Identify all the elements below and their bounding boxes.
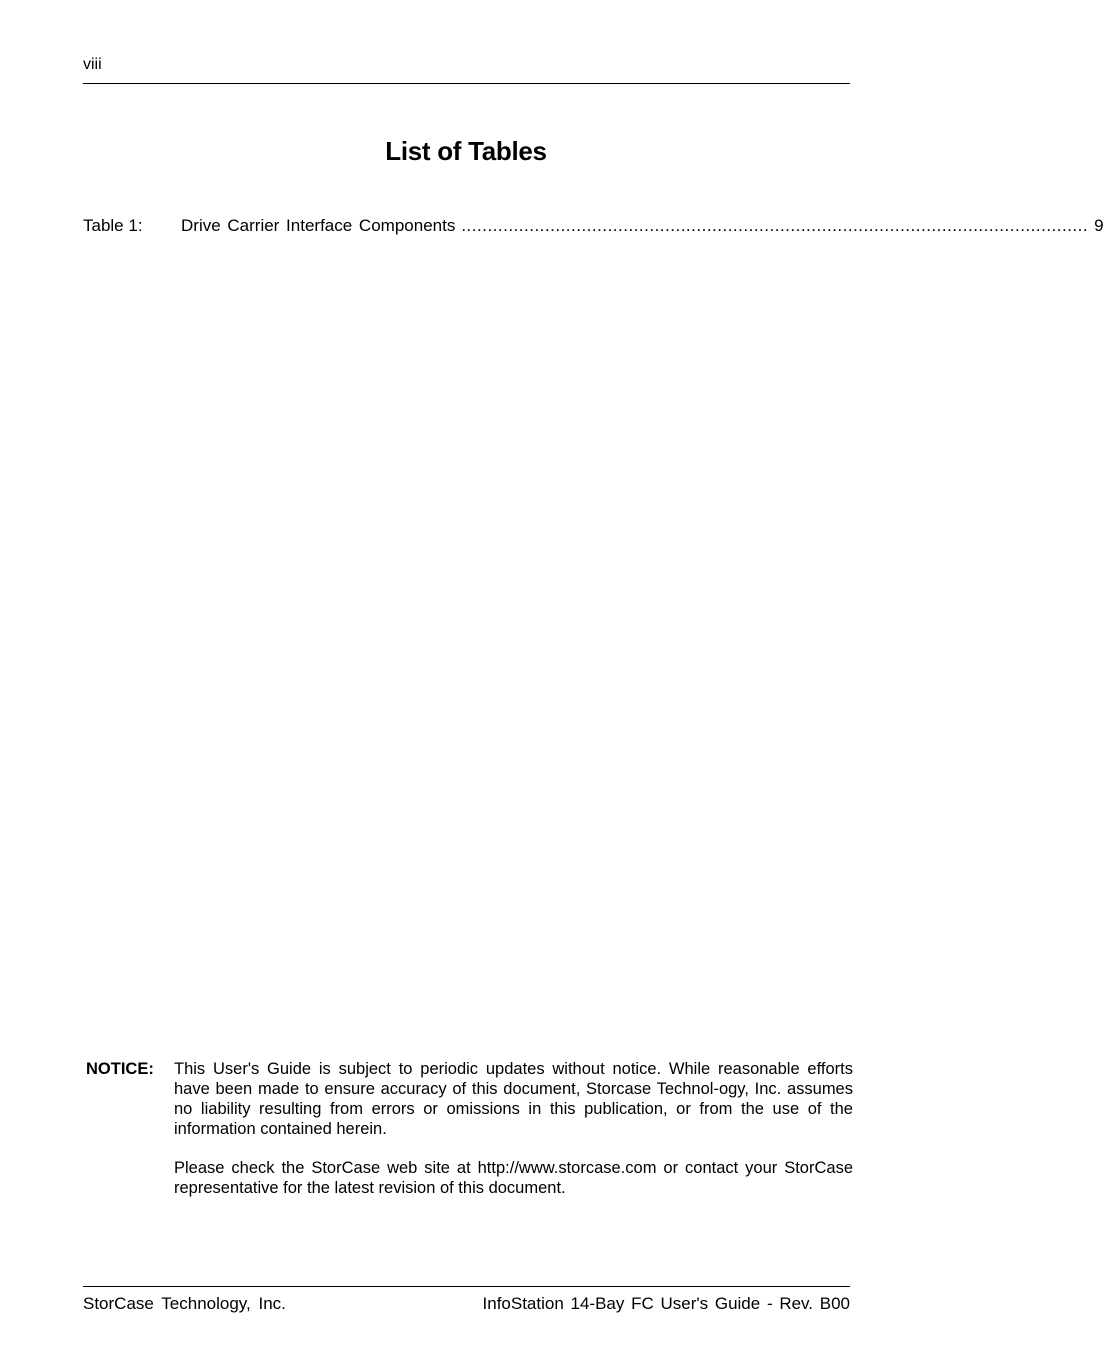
toc-entry-title: Drive Carrier Interface Components [181,216,456,235]
notice-body [174,1059,853,1217]
footer-company: StorCase Technology, Inc. [83,1294,286,1313]
page-number: viii [83,56,102,73]
toc-entry[interactable] [83,216,1104,238]
notice-paragraph: This User's Guide is subject to periodic updates without notice. While reasonable efforts have been made to ensure accuracy of this document, Storcase Technol-ogy, Inc. assumes no liability resulting from errors or omissions in this publication, or from the use of the information contained herein. [174,1060,853,1138]
header-rule [83,83,850,84]
footer-document-title: InfoStation 14-Bay FC User's Guide - Rev. B00 [482,1294,850,1313]
toc-entry-page: 9 [1094,216,1104,235]
footer-rule [83,1286,850,1287]
page-title: List of Tables [385,136,547,166]
notice-label: NOTICE: [86,1060,154,1078]
toc-entry-number: Table 1: [83,216,143,235]
notice-paragraph: Please check the StorCase web site at http://www.storcase.com or contact your StorCase representative for the latest revision of this document. [174,1159,853,1197]
toc-leader-dots: ........................................................................................................................ [461,216,1089,235]
